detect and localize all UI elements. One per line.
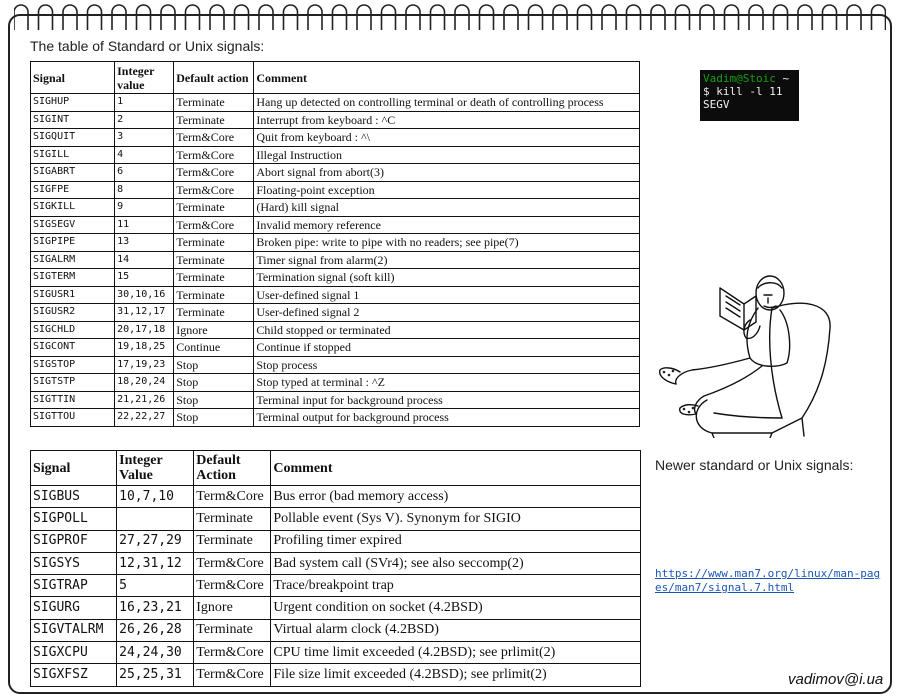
header-comment: Comment (271, 451, 641, 486)
author-signature: vadimov@i.ua (788, 671, 884, 688)
comment-cell: Broken pipe: write to pipe with no readers; see pipe(7) (254, 234, 640, 252)
header-comment: Comment (254, 62, 640, 94)
signal-cell: SIGPOLL (31, 508, 117, 530)
comment-cell: Child stopped or terminated (254, 321, 640, 339)
default-action-cell: Continue (174, 339, 254, 357)
signal-cell: SIGTSTP (31, 374, 115, 392)
comment-cell: (Hard) kill signal (254, 199, 640, 217)
table-row (31, 391, 640, 409)
integer-value-cell: 31,12,17 (115, 304, 174, 322)
default-action-cell: Terminate (174, 286, 254, 304)
signal-cell: SIGXCPU (31, 642, 117, 664)
man7-signal-link[interactable]: https://www.man7.org/linux/man-pages/man7/signal.7.html (655, 567, 881, 594)
table-row (31, 94, 640, 112)
default-action-cell: Term&Core (174, 164, 254, 182)
integer-value-cell: 8 (115, 181, 174, 199)
integer-value-cell: 18,20,24 (115, 374, 174, 392)
integer-value-cell: 9 (115, 199, 174, 217)
signal-cell: SIGTRAP (31, 575, 117, 597)
signal-cell: SIGURG (31, 597, 117, 619)
default-action-cell: Stop (174, 409, 254, 427)
terminal-path: ~ (782, 72, 790, 85)
signal-cell: SIGBUS (31, 486, 117, 508)
integer-value-cell: 6 (115, 164, 174, 182)
signal-cell: SIGCHLD (31, 321, 115, 339)
integer-value-cell: 5 (117, 575, 194, 597)
signal-cell: SIGTERM (31, 269, 115, 287)
comment-cell: Profiling timer expired (271, 530, 641, 552)
table-row (31, 552, 641, 574)
default-action-cell: Term&Core (174, 146, 254, 164)
integer-value-cell: 27,27,29 (117, 530, 194, 552)
default-action-cell: Term&Core (194, 575, 271, 597)
table-row (31, 619, 641, 641)
integer-value-cell: 14 (115, 251, 174, 269)
table-row (31, 597, 641, 619)
integer-value-cell: 12,31,12 (117, 552, 194, 574)
comment-cell: User-defined signal 1 (254, 286, 640, 304)
header-default-action: Default action (174, 62, 254, 94)
integer-value-cell: 3 (115, 129, 174, 147)
table-header-row (31, 451, 641, 486)
comment-cell: Interrupt from keyboard : ^C (254, 111, 640, 129)
table-row (31, 199, 640, 217)
integer-value-cell: 22,22,27 (115, 409, 174, 427)
default-action-cell: Terminate (174, 199, 254, 217)
table-row (31, 642, 641, 664)
default-action-cell: Stop (174, 391, 254, 409)
integer-value-cell: 25,25,31 (117, 664, 194, 686)
comment-cell: Quit from keyboard : ^\ (254, 129, 640, 147)
header-integer-value: Integer Value (117, 451, 194, 486)
comment-cell: File size limit exceeded (4.2BSD); see prlimit(2) (271, 664, 641, 686)
signal-cell: SIGXFSZ (31, 664, 117, 686)
comment-cell: Pollable event (Sys V). Synonym for SIGIO (271, 508, 641, 530)
comment-cell: Timer signal from alarm(2) (254, 251, 640, 269)
integer-value-cell: 20,17,18 (115, 321, 174, 339)
signal-cell: SIGKILL (31, 199, 115, 217)
comment-cell: Continue if stopped (254, 339, 640, 357)
comment-cell: Abort signal from abort(3) (254, 164, 640, 182)
integer-value-cell: 30,10,16 (115, 286, 174, 304)
comment-cell: Stop process (254, 356, 640, 374)
comment-cell: Trace/breakpoint trap (271, 575, 641, 597)
signal-cell: SIGTTIN (31, 391, 115, 409)
signal-cell: SIGUSR2 (31, 304, 115, 322)
integer-value-cell: 19,18,25 (115, 339, 174, 357)
table-row (31, 251, 640, 269)
default-action-cell: Term&Core (174, 216, 254, 234)
signal-cell: SIGPROF (31, 530, 117, 552)
table-row (31, 321, 640, 339)
signal-cell: SIGSTOP (31, 356, 115, 374)
comment-cell: User-defined signal 2 (254, 304, 640, 322)
signal-cell: SIGHUP (31, 94, 115, 112)
signal-cell: SIGQUIT (31, 129, 115, 147)
signal-cell: SIGTTOU (31, 409, 115, 427)
table-row (31, 486, 641, 508)
integer-value-cell: 16,23,21 (117, 597, 194, 619)
signal-cell: SIGALRM (31, 251, 115, 269)
integer-value-cell: 26,26,28 (117, 619, 194, 641)
default-action-cell: Term&Core (174, 181, 254, 199)
newer-signals-table (30, 450, 641, 687)
comment-cell: Terminal input for background process (254, 391, 640, 409)
signal-cell: SIGABRT (31, 164, 115, 182)
integer-value-cell: 4 (115, 146, 174, 164)
comment-cell: Terminal output for background process (254, 409, 640, 427)
signal-cell: SIGSEGV (31, 216, 115, 234)
table-row (31, 111, 640, 129)
terminal-output: SEGV (703, 98, 730, 111)
table-row (31, 664, 641, 686)
table-row (31, 356, 640, 374)
table-row (31, 234, 640, 252)
header-default-action: Default Action (194, 451, 271, 486)
default-action-cell: Ignore (174, 321, 254, 339)
integer-value-cell: 11 (115, 216, 174, 234)
standard-signals-table (30, 61, 640, 427)
table-header-row (31, 62, 640, 94)
integer-value-cell: 24,24,30 (117, 642, 194, 664)
signal-cell: SIGCONT (31, 339, 115, 357)
reading-man-illustration (652, 268, 842, 438)
table-row (31, 339, 640, 357)
comment-cell: Illegal Instruction (254, 146, 640, 164)
signal-cell: SIGPIPE (31, 234, 115, 252)
default-action-cell: Stop (174, 356, 254, 374)
integer-value-cell: 15 (115, 269, 174, 287)
table-row (31, 286, 640, 304)
terminal-user-host: Vadim@Stoic (703, 72, 776, 85)
comment-cell: Invalid memory reference (254, 216, 640, 234)
notebook-spiral-rings (14, 4, 886, 30)
integer-value-cell: 10,7,10 (117, 486, 194, 508)
table-row (31, 530, 641, 552)
comment-cell: Bad system call (SVr4); see also seccomp(2) (271, 552, 641, 574)
default-action-cell: Terminate (194, 530, 271, 552)
comment-cell: Hang up detected on controlling terminal or death of controlling process (254, 94, 640, 112)
default-action-cell: Terminate (174, 94, 254, 112)
integer-value-cell (117, 508, 194, 530)
integer-value-cell: 21,21,26 (115, 391, 174, 409)
table-row (31, 304, 640, 322)
default-action-cell: Term&Core (194, 664, 271, 686)
table-row (31, 575, 641, 597)
default-action-cell: Term&Core (194, 486, 271, 508)
table-row (31, 409, 640, 427)
terminal-command: $ kill -l 11 (703, 85, 783, 98)
comment-cell: Bus error (bad memory access) (271, 486, 641, 508)
default-action-cell: Terminate (174, 269, 254, 287)
comment-cell: Virtual alarm clock (4.2BSD) (271, 619, 641, 641)
default-action-cell: Term&Core (194, 642, 271, 664)
signal-cell: SIGUSR1 (31, 286, 115, 304)
default-action-cell: Term&Core (174, 129, 254, 147)
default-action-cell: Terminate (194, 508, 271, 530)
signal-cell: SIGSYS (31, 552, 117, 574)
default-action-cell: Terminate (174, 111, 254, 129)
header-signal: Signal (31, 451, 117, 486)
comment-cell: CPU time limit exceeded (4.2BSD); see prlimit(2) (271, 642, 641, 664)
terminal-snippet (700, 70, 799, 121)
newer-signals-caption: Newer standard or Unix signals: (655, 457, 854, 473)
default-action-cell: Terminate (174, 234, 254, 252)
integer-value-cell: 1 (115, 94, 174, 112)
default-action-cell: Terminate (174, 304, 254, 322)
signal-cell: SIGVTALRM (31, 619, 117, 641)
table-row (31, 269, 640, 287)
comment-cell: Termination signal (soft kill) (254, 269, 640, 287)
table-row (31, 129, 640, 147)
table-row (31, 508, 641, 530)
comment-cell: Floating-point exception (254, 181, 640, 199)
comment-cell: Stop typed at terminal : ^Z (254, 374, 640, 392)
default-action-cell: Ignore (194, 597, 271, 619)
table-row (31, 374, 640, 392)
table-row (31, 216, 640, 234)
signal-cell: SIGINT (31, 111, 115, 129)
table-row (31, 146, 640, 164)
header-signal: Signal (31, 62, 115, 94)
table-row (31, 181, 640, 199)
default-action-cell: Terminate (194, 619, 271, 641)
default-action-cell: Terminate (174, 251, 254, 269)
signal-cell: SIGILL (31, 146, 115, 164)
integer-value-cell: 2 (115, 111, 174, 129)
default-action-cell: Term&Core (194, 552, 271, 574)
comment-cell: Urgent condition on socket (4.2BSD) (271, 597, 641, 619)
integer-value-cell: 17,19,23 (115, 356, 174, 374)
header-integer-value: Integer value (115, 62, 174, 94)
page-heading: The table of Standard or Unix signals: (30, 38, 265, 54)
signal-cell: SIGFPE (31, 181, 115, 199)
integer-value-cell: 13 (115, 234, 174, 252)
table-row (31, 164, 640, 182)
default-action-cell: Stop (174, 374, 254, 392)
